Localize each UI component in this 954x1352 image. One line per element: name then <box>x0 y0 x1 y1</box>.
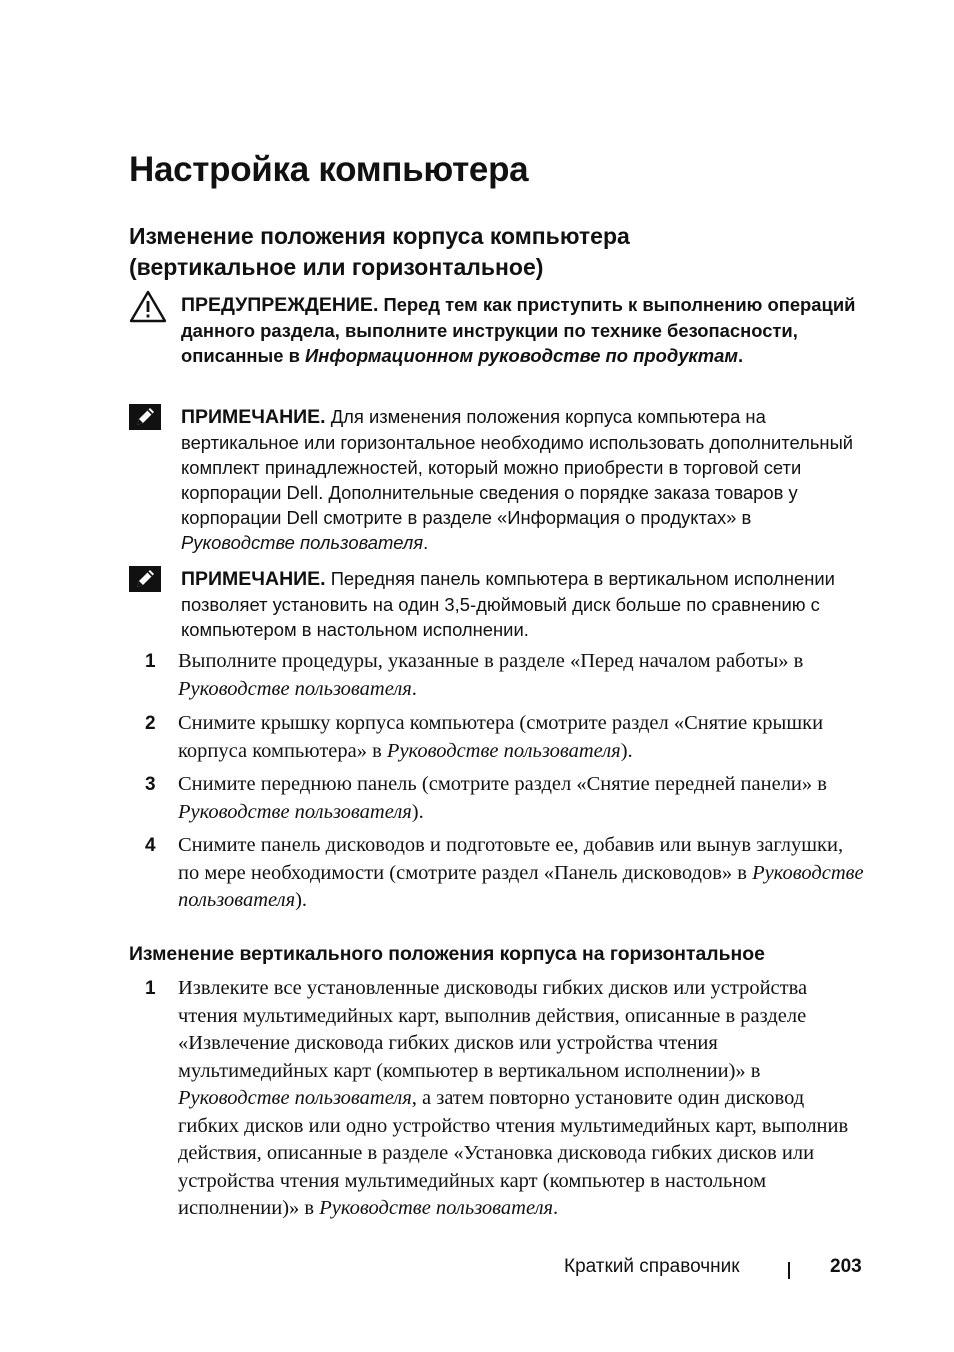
note-box-1 <box>129 402 859 552</box>
warning-ref: Информационном руководстве по продуктам <box>305 345 738 366</box>
note-text-2 <box>181 566 859 642</box>
list-item <box>129 832 869 918</box>
subsection-heading: Изменение вертикального положения корпуса на горизонтальное <box>129 943 765 965</box>
step-number: 1 <box>145 978 156 999</box>
note-body: Для изменения положения корпуса компьютера на вертикальное или горизонтальное необходимо использовать дополнительный комплект принадлежностей, который можно приобрести в торговой сети корпорации Dell. Дополнительные сведения о порядке заказа товаров у корпорации Dell смотрите в разделе «Информация о продуктах» в <box>181 406 854 528</box>
note-ref: Руководстве пользователя <box>181 532 424 553</box>
warning-text <box>181 292 859 368</box>
note-pencil-icon <box>129 404 161 435</box>
step-number: 3 <box>145 774 156 795</box>
footer-title: Краткий справочник <box>564 1256 740 1277</box>
section-heading-line1: Изменение положения корпуса компьютера <box>129 223 630 249</box>
note-box-2 <box>129 564 859 644</box>
warning-triangle-icon <box>129 290 167 329</box>
section-heading-line2: (вертикальное или горизонтальное) <box>129 254 544 280</box>
list-item <box>129 771 869 829</box>
list-item <box>129 710 869 768</box>
note-text-1 <box>181 404 859 555</box>
note-end: . <box>423 532 429 553</box>
step-text: Снимите переднюю панель (смотрите раздел «Снятие передней панели» в Руководстве пользователя). <box>178 773 827 823</box>
note-label: ПРИМЕЧАНИЕ. <box>181 568 326 590</box>
step-number: 4 <box>145 835 156 856</box>
page-title: Настройка компьютера <box>129 150 529 189</box>
warning-body: Перед тем как приступить к выполнению операций данного раздела, выполните инструкции по технике безопасности, описанные в <box>181 294 856 366</box>
step-text: Снимите крышку корпуса компьютера (смотрите раздел «Снятие крышки корпуса компьютера» в Руководстве пользователя). <box>178 712 824 762</box>
note-pencil-icon <box>129 566 161 597</box>
warning-label: ПРЕДУПРЕЖДЕНИЕ. <box>181 294 379 316</box>
list-item <box>129 975 869 1225</box>
step-text: Извлеките все установленные дисководы гибких дисков или устройства чтения мультимедийных карт, выполнив действия, описанные в разделе «Извлечение дисковода гибких дисков или устройства чтения мультимедийных карт (компьютер в вертикальном исполнении)» в Руководстве пользователя, а затем повторно установите один дисковод гибких дисков или одно устройство чтения мультимедийных карт, выполнив действия, описанные в разделе «Установка дисковода гибких дисков или устройства чтения мультимедийных карт (компьютер в настольном исполнении)» в Руководстве пользователя. <box>178 977 849 1219</box>
note-label: ПРИМЕЧАНИЕ. <box>181 406 326 428</box>
list-item <box>129 648 869 706</box>
warning-box <box>129 290 859 395</box>
warning-end: . <box>737 345 744 366</box>
step-number: 1 <box>145 651 156 672</box>
section-heading <box>129 221 849 283</box>
note-body: Передняя панель компьютера в вертикальном исполнении позволяет установить на один 3,5-дюймовый диск больше по сравнению с компьютером в настольном исполнении. <box>181 568 835 640</box>
step-number: 2 <box>145 713 156 734</box>
step-text: Выполните процедуры, указанные в разделе «Перед началом работы» в Руководстве пользователя. <box>178 650 804 700</box>
footer-divider <box>788 1262 790 1279</box>
page-footer <box>560 1256 860 1282</box>
page-number: 203 <box>830 1256 862 1277</box>
step-text: Снимите панель дисководов и подготовьте ее, добавив или вынув заглушки, по мере необходимости (смотрите раздел «Панель дисководов» в Руководстве пользователя). <box>178 834 864 911</box>
